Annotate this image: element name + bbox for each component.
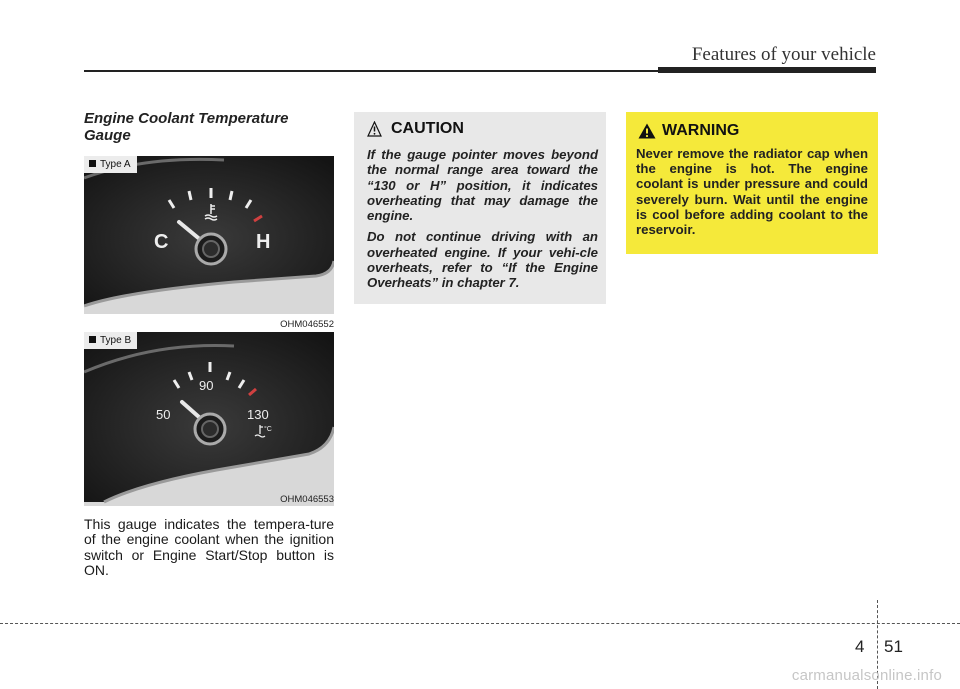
header-rule-accent xyxy=(658,67,876,73)
footer-rule xyxy=(0,623,960,624)
header-section-title: Features of your vehicle xyxy=(691,44,876,65)
type-b-label xyxy=(84,332,137,349)
figure-b-code: OHM046553 xyxy=(280,494,334,505)
gauge-a-label-hot: H xyxy=(256,231,271,253)
type-a-label-text: Type A xyxy=(100,159,131,170)
watermark: carmanualsonline.info xyxy=(791,667,942,684)
warning-box xyxy=(626,112,878,254)
type-b-label-text: Type B xyxy=(100,335,132,346)
page-chapter-number: 4 xyxy=(855,637,865,656)
page-number: 51 xyxy=(884,637,903,656)
coolant-gauge-a-illustration xyxy=(84,156,334,314)
type-a-label xyxy=(84,156,137,173)
caution-title: CAUTION xyxy=(391,120,464,137)
coolant-gauge-b-illustration xyxy=(84,332,334,506)
caution-header xyxy=(367,120,598,138)
body-text: This gauge indicates the tempera-ture of the engine coolant when the ignition switch or Engine Start/Stop button is ON. xyxy=(84,516,334,578)
caution-paragraph-1: If the gauge pointer moves beyond the normal range area toward the “130 or H” position, it indicates overheating that may damage the engine. xyxy=(367,147,598,224)
figure-type-a xyxy=(84,156,334,314)
warning-text: Never remove the radiator cap when the engine is hot. The engine coolant is under pressure and could severely burn. Wait until the engine is cool before adding coolant to the reservoir. xyxy=(636,146,868,238)
gauge-b-label-mid: 90 xyxy=(199,378,214,393)
caution-triangle-icon xyxy=(367,121,382,137)
figure-type-b xyxy=(84,332,334,506)
warning-title: WARNING xyxy=(662,122,740,139)
section-title: Engine Coolant Temperature Gauge xyxy=(84,110,289,144)
gauge-a-label-cold: C xyxy=(154,231,169,253)
caution-box xyxy=(354,112,606,304)
warning-triangle-icon xyxy=(638,123,656,139)
gauge-b-unit: °C xyxy=(264,426,272,433)
gauge-b-label-low: 50 xyxy=(156,407,171,422)
warning-header xyxy=(636,122,868,140)
caution-paragraph-2: Do not continue driving with an overheated engine. If your vehi-cle overheats, refer to “If the Engine Overheats” in chapter 7. xyxy=(367,229,598,291)
gauge-b-label-high: 130 xyxy=(247,407,269,422)
figure-a-code: OHM046552 xyxy=(280,319,334,330)
